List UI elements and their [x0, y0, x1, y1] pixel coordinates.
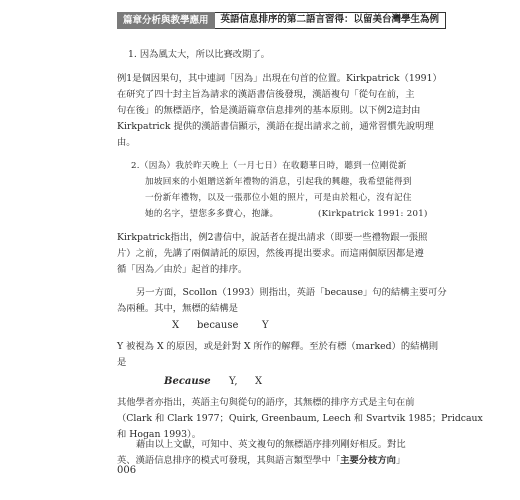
pattern-conj: Because — [164, 376, 211, 387]
emphasis-text: 主要分枝方向 — [340, 455, 396, 466]
pattern-y: Y, — [229, 376, 238, 387]
example-line: 她的名字，望您多多費心，抱謙。 — [145, 209, 279, 219]
text-line: 由。 — [117, 137, 136, 148]
example-1: 1. 因為風太大，所以比賽改期了。 — [128, 49, 270, 60]
text-segment: 」 — [395, 455, 406, 466]
text-line: 例1是個因果句，其中連詞「因為」出現在句首的位置。Kirkpatrick（1991） — [117, 73, 442, 84]
example-line: 一份新年禮物，以及一張那位小姐的照片，可是由於粗心，沒有記住 — [145, 193, 412, 203]
pattern-y: Y — [262, 320, 269, 331]
section-label: 篇章分析與教學應用 — [117, 12, 215, 29]
pattern-x: X — [255, 376, 263, 387]
text-line: （Clark 和 Clark 1977；Quirk, Greenbaum, Leech 和 Svartvik 1985；Pridcaux — [117, 413, 483, 424]
text-line: 另一方面，Scollon（1993）則指出，英語「because」句的結構主要可分 — [136, 287, 447, 298]
text-line: 和 Hogan 1993）。 — [117, 429, 201, 440]
text-line: 循「因為／由於」起首的排序。 — [117, 264, 248, 275]
chapter-title: 英語信息排序的第二語言習得：以留美台灣學生為例 — [215, 12, 447, 29]
text-line: 片）之前，先講了兩個請託的原因，然後再提出要求。而這兩個原因都是遵 — [117, 248, 424, 259]
pattern-conj: because — [197, 320, 239, 331]
text-line: Kirkpatrick 提供的漢語書信顯示，漢語在提出請求之前，通常習慣先說明理 — [117, 121, 434, 132]
text-line: 在研究了四十封主旨為請求的漢語書信後發現，漢語複句「從句在前，主 — [117, 89, 415, 100]
text-segment: 英、漢語信息排序的模式可發現，其與語言類型學中「 — [117, 455, 341, 466]
text-line — [117, 452, 405, 469]
example-line: 2.（因為）我於昨天晚上（一月七日）在收聽華日時，聽到一位剛從新 — [131, 161, 407, 171]
text-line: 其他學者亦指出，英語主句與從句的語序，其無標的排序方式是主句在前 — [117, 397, 415, 408]
text-line: 為兩種。其中，無標的結構是 — [117, 303, 238, 314]
page-number: 006 — [117, 465, 137, 476]
text-line: 是 — [117, 357, 127, 368]
running-header — [117, 12, 446, 29]
pattern-x: X — [172, 320, 180, 331]
example-line: 加坡回來的小姐贈送新年禮物的消息，引起我的興趣，我希望能得到 — [145, 177, 412, 187]
text-line: 藉由以上文獻，可知中、英文複句的無標語序排列剛好相反。對比 — [136, 439, 406, 450]
citation: (Kirkpatrick 1991: 201) — [318, 209, 428, 219]
text-line: Kirkpatrick指出，例2書信中，說話者在提出請求（即要一些禮物跟一張照 — [117, 232, 428, 243]
text-line: Y 被視為 X 的原因，或是針對 X 所作的解釋。至於有標（marked）的結構則 — [117, 341, 439, 352]
text-line: 句在後」的無標語序，恰是漢語篇章信息排列的基本原則。以下例2這封由 — [117, 105, 421, 116]
